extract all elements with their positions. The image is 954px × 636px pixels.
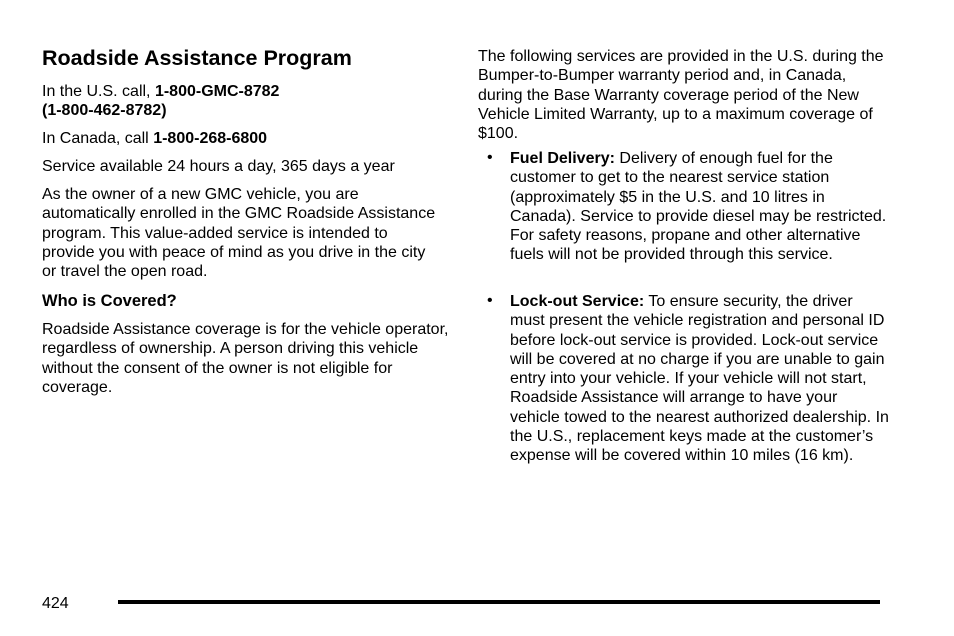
canada-phone-prefix: In Canada, call: [42, 130, 154, 147]
services-intro: The following services are provided in the U.S. during the Bumper-to-Bumper warranty period and, in Canada, during the Base Warranty coverage period of the New Vehicle Limited Warranty, up to a maximum coverage of $100.: [478, 48, 884, 143]
availability-text: Service available 24 hours a day, 365 days a year: [42, 158, 395, 175]
us-phone-number-alt: (1-800-462-8782): [42, 102, 167, 120]
service-term: Lock-out Service:: [510, 293, 645, 310]
service-description: To ensure security, the driver must present the vehicle registration and personal ID before lock-out service is provided. Lock-out service will be covered at no charge if you are unable to gain entry into your vehicle. If your vehicle will not start, Roadside Assistance will arrange to have your vehicle towed to the nearest authorized dealership. In the U.S., replacement keys made at the customer’s expense will be covered within 10 miles (16 km).: [510, 293, 889, 465]
bullet-icon: •: [487, 292, 493, 309]
footer-rule: [118, 600, 880, 604]
covered-paragraph: Roadside Assistance coverage is for the vehicle operator, regardless of ownership. A person driving this vehicle without the consent of the owner is not eligible for coverage.: [42, 321, 449, 396]
service-text: [510, 149, 890, 265]
covered-heading: Who is Covered?: [42, 292, 177, 310]
us-phone-line: [42, 82, 452, 121]
service-description: Delivery of enough fuel for the customer to get to the nearest service station (approximately $5 in the U.S. and 10 litres in Canada). Service to provide diesel may be restricted. For safety reasons, propane and other alternative fuels will not be provided through this service.: [510, 150, 887, 264]
page-number: 424: [42, 595, 69, 612]
canada-phone-number: 1-800-268-6800: [153, 130, 268, 147]
us-phone-prefix: In the U.S. call,: [42, 83, 155, 100]
bullet-icon: •: [487, 149, 493, 166]
service-text: [510, 292, 890, 466]
intro-paragraph: As the owner of a new GMC vehicle, you are automatically enrolled in the GMC Roadside Assistance program. This value-added service is intended to provide you with peace of mind as you drive in the city or travel the open road.: [42, 186, 436, 281]
service-term: Fuel Delivery:: [510, 150, 615, 167]
page-title: Roadside Assistance Program: [42, 46, 352, 70]
us-phone-number: 1-800-GMC-8782: [154, 83, 280, 100]
canada-phone-line: [42, 129, 452, 148]
